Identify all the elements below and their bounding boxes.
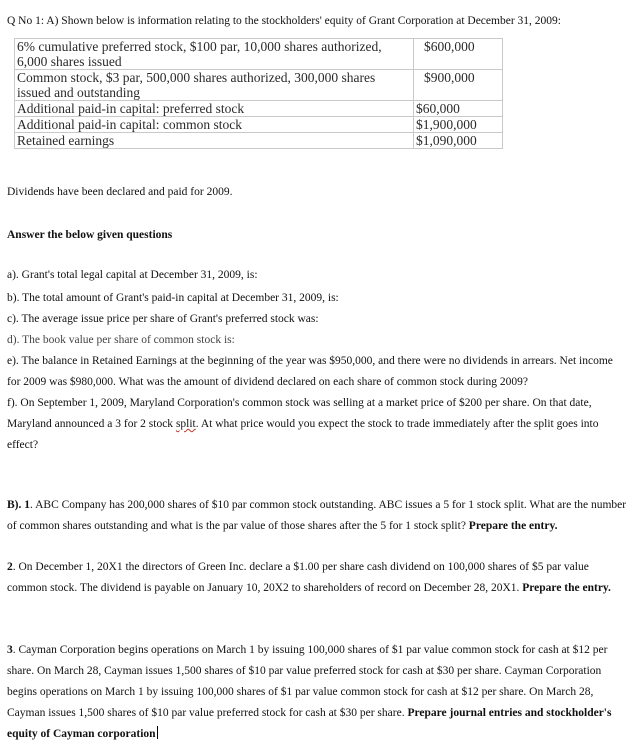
question-d: d). The book value per share of common stock is: — [7, 334, 235, 346]
table-row — [15, 117, 503, 133]
question-b: b). The total amount of Grant's paid-in capital at December 31, 2009, is: — [7, 292, 339, 304]
table-row — [15, 133, 503, 149]
equity-desc: 6% cumulative preferred stock, $100 par, 10,000 shares authorized, 6,000 shares issued — [15, 39, 414, 70]
question-c: c). The average issue price per share of Grant's preferred stock was: — [7, 313, 319, 325]
question-f-text: f). On September 1, 2009, Maryland Corporation's common stock was selling at a market price of $200 per share. On that date, Maryland announced a 3 for 2 stock — [7, 397, 592, 430]
text-cursor[interactable] — [157, 726, 158, 739]
equity-amount: $1,900,000 — [414, 117, 503, 133]
question-instruction: Prepare journal entries and stockholder's equity of Cayman corporation — [7, 707, 612, 740]
equity-desc: Common stock, $3 par, 500,000 shares authorized, 300,000 shares issued and outstanding — [15, 70, 414, 101]
equity-amount: $600,000 — [414, 39, 503, 70]
question-label: 3 — [7, 644, 13, 656]
question-instruction: Prepare the entry. — [468, 520, 558, 532]
question-instruction: Prepare the entry. — [522, 582, 611, 594]
question-text: . ABC Company has 200,000 shares of $10 par common stock outstanding. ABC issues a 5 for 1 stock split. What are the number of common shares outstanding and what is the par value of those shares after the 5 for 1 stock split? — [7, 499, 627, 532]
question-e: e). The balance in Retained Earnings at the beginning of the year was $950,000, and there were no dividends in arrears. Net income for 2009 was $980,000. What was the amount of dividend declared on each share of common stock during 2009? — [7, 355, 613, 388]
equity-desc: Retained earnings — [15, 133, 414, 149]
question-f — [7, 393, 627, 456]
equity-amount: $900,000 — [414, 70, 503, 101]
table-row — [15, 39, 503, 70]
equity-amount: $1,090,000 — [414, 133, 503, 149]
dividends-note: Dividends have been declared and paid for 2009. — [7, 186, 233, 198]
question-text: . Cayman Corporation begins operations on March 1 by issuing 100,000 shares of $1 par value common stock for cash at $12 per share. On March 28, Cayman issues 1,500 shares of $10 par value preferred stock for cash at $30 per share. Cayman Corporation begins operations on March 1 by issuing 100,000 shares of $1 par value common stock for cash at $12 per share. On March 28, Cayman issues 1,500 shares of $10 par value preferred stock for cash at $30 per share. — [7, 644, 608, 719]
answer-heading: Answer the below given questions — [7, 229, 173, 241]
table-row — [15, 70, 503, 101]
question-label: 2 — [7, 561, 13, 573]
equity-amount: $60,000 — [414, 101, 503, 117]
part-b-question-3 — [7, 640, 627, 745]
part-b-question-1 — [7, 495, 627, 537]
equity-desc: Additional paid-in capital: common stock — [15, 117, 414, 133]
question-text: . On December 1, 20X1 the directors of Green Inc. declare a $1.00 per share cash dividend on 100,000 shares of $5 par value common stock. The dividend is payable on January 10, 20X2 to shareholders of record on December 28, 20X1. — [7, 561, 589, 594]
spellcheck-word: split — [175, 418, 196, 430]
question-f-text-end: . At what price would you expect the stock to trade immediately after the split goes into effect? — [7, 418, 599, 451]
question-title: Q No 1: A) Shown below is information relating to the stockholders' equity of Grant Corporation at December 31, 2009: — [7, 15, 561, 27]
equity-desc: Additional paid-in capital: preferred stock — [15, 101, 414, 117]
question-label: B). 1 — [7, 499, 30, 511]
part-b-question-2 — [7, 557, 627, 599]
table-row — [15, 101, 503, 117]
question-a: a). Grant's total legal capital at December 31, 2009, is: — [7, 269, 258, 281]
equity-table — [14, 38, 503, 149]
